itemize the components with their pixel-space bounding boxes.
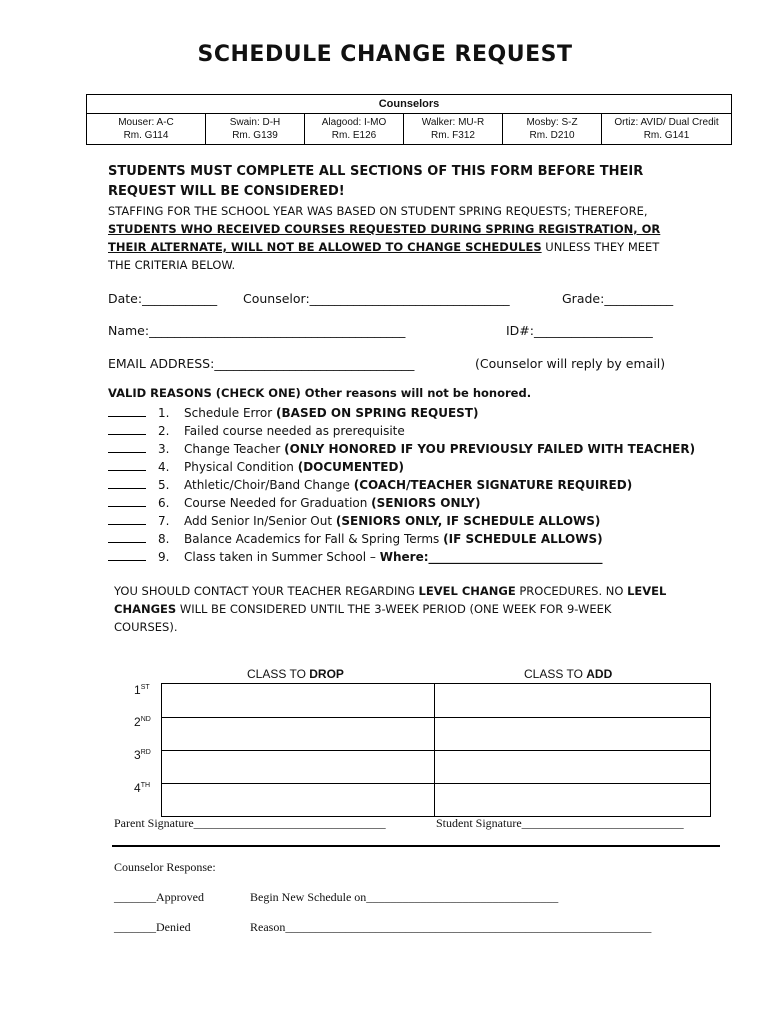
level-text: WILL BE CONSIDERED UNTIL THE 3-WEEK PERIOD (ONE WEEK FOR 9-WEEK [176,602,612,616]
counselor-cell [404,114,503,145]
student-signature-field[interactable]: Student Signature___________________________ [436,816,684,830]
counselor-room: Rm. G114 [123,130,169,141]
level-line: COURSES). [114,620,178,634]
reason-number: 8. [158,532,170,546]
reason-number: 6. [158,496,170,510]
counselor-name: Ortiz: AVID/ Dual Credit [614,117,719,128]
reason-checkbox[interactable] [108,530,146,543]
counselor-name: Walker: MU-R [421,117,485,128]
form-title: SCHEDULE CHANGE REQUEST [197,42,573,67]
counselors-header: Counselors [87,95,732,114]
reason-text: Change Teacher [184,442,285,456]
notice-line: STUDENTS MUST COMPLETE ALL SECTIONS OF THIS FORM BEFORE THEIR [108,164,644,179]
name-field[interactable]: Name:_________________________________________ [108,323,406,338]
drop-header-prefix: CLASS TO [247,667,310,681]
notice-rest: UNLESS THEY MEET [541,240,660,254]
level-emphasis: CHANGES [114,602,177,616]
notice-block [108,162,728,274]
reason-checkbox[interactable] [108,422,146,435]
counselor-cell [602,114,732,145]
level-text: PROCEDURES. NO [515,584,628,598]
grade-field[interactable]: Grade:___________ [562,291,674,306]
row-suffix: TH [140,782,151,789]
counselors-table [86,94,732,145]
reason-note: (IF SCHEDULE ALLOWS) [443,532,603,546]
reason-row [108,422,695,440]
row-suffix: ST [140,684,150,691]
reason-checkbox[interactable] [108,458,146,471]
reason-number: 5. [158,478,170,492]
reason-text: Course Needed for Graduation [184,496,372,510]
id-field[interactable]: ID#:___________________ [506,323,653,338]
row-suffix: ND [140,716,151,723]
level-emphasis: LEVEL CHANGE [418,584,516,598]
counselor-cell [305,114,404,145]
denied-field[interactable]: _______Denied [114,920,191,934]
reason-note: (BASED ON SPRING REQUEST) [276,406,479,420]
counselor-cell [503,114,602,145]
notice-line: THE CRITERIA BELOW. [108,258,236,272]
begin-schedule-field[interactable]: Begin New Schedule on________________________________ [250,890,559,904]
reason-row [108,512,695,530]
grid-divider [162,750,710,751]
reason-text: Failed course needed as prerequisite [184,424,405,438]
level-line [114,582,724,600]
valid-reasons-header: VALID REASONS (CHECK ONE) Other reasons will not be honored. [108,386,532,400]
reason-row [108,476,695,494]
reason-checkbox[interactable] [108,476,146,489]
reason-checkbox[interactable] [108,404,146,417]
reason-row [108,548,695,566]
reason-number: 7. [158,514,170,528]
reason-note: (DOCUMENTED) [297,460,404,474]
row-number: 2 [134,715,141,729]
reason-row [108,440,695,458]
reason-row [108,494,695,512]
level-text: YOU SHOULD CONTACT YOUR TEACHER REGARDING [114,584,419,598]
add-header [524,667,612,681]
counselor-room: Rm. G139 [232,130,278,141]
reasons-list [108,386,695,566]
counselor-name: Swain: D-H [229,117,281,128]
reason-field[interactable]: Reason_____________________________________________________________ [250,920,652,934]
reason-checkbox[interactable] [108,548,146,561]
counselor-cell [87,114,206,145]
reason-note: (SENIORS ONLY) [371,496,481,510]
approved-field[interactable]: _______Approved [114,890,204,904]
reason-text: Balance Academics for Fall & Spring Terms [184,532,444,546]
grid-divider [162,717,710,718]
notice-emphasis: THEIR ALTERNATE, WILL NOT BE ALLOWED TO CHANGE SCHEDULES [108,240,542,254]
reason-checkbox[interactable] [108,512,146,525]
level-emphasis: LEVEL [627,584,667,598]
parent-signature-field[interactable]: Parent Signature________________________________ [114,816,386,830]
reason-note: (SENIORS ONLY, IF SCHEDULE ALLOWS) [335,514,601,528]
reason-number: 1. [158,406,170,420]
reason-text: Schedule Error [184,406,277,420]
notice-line: STUDENTS WHO RECEIVED COURSES REQUESTED DURING SPRING REGISTRATION, OR [108,222,661,236]
reason-note: (COACH/TEACHER SIGNATURE REQUIRED) [353,478,633,492]
reason-text: Athletic/Choir/Band Change [184,478,354,492]
class-change-grid[interactable] [161,683,711,817]
grid-divider [162,783,710,784]
counselor-field[interactable]: Counselor:________________________________ [243,291,510,306]
level-line [114,600,724,618]
add-header-bold: ADD [586,667,613,681]
row-label-4 [134,781,150,795]
reason-number: 9. [158,550,170,564]
counselor-response-label: Counselor Response: [114,860,216,874]
reason-number: 3. [158,442,170,456]
reason-number: 2. [158,424,170,438]
reason-text: Class taken in Summer School – [184,550,380,564]
reason-checkbox[interactable] [108,494,146,507]
reason-number: 4. [158,460,170,474]
reason-note[interactable]: Where:_____________________________ [379,550,603,564]
counselor-room: Rm. E126 [331,130,377,141]
email-field[interactable]: EMAIL ADDRESS:________________________________ [108,356,415,371]
drop-header [247,667,344,681]
reason-row [108,404,695,422]
level-change-notice [114,582,724,636]
notice-line: REQUEST WILL BE CONSIDERED! [108,184,345,199]
reason-row [108,458,695,476]
row-number: 3 [134,748,141,762]
row-number: 1 [134,683,141,697]
row-label-3 [134,748,151,762]
row-suffix: RD [140,749,151,756]
date-field[interactable]: Date:____________ [108,291,218,306]
notice-line [108,238,728,256]
email-note: (Counselor will reply by email) [475,356,666,371]
counselor-cell [206,114,305,145]
counselor-name: Mouser: A-C [118,117,174,128]
reason-text: Add Senior In/Senior Out [184,514,336,528]
counselor-room: Rm. G141 [643,130,690,141]
row-number: 4 [134,781,141,795]
reason-row [108,530,695,548]
counselor-room: Rm. F312 [431,130,475,141]
section-divider [112,845,720,847]
notice-line: STAFFING FOR THE SCHOOL YEAR WAS BASED ON STUDENT SPRING REQUESTS; THEREFORE, [108,204,648,218]
reason-note: (ONLY HONORED IF YOU PREVIOUSLY FAILED WITH TEACHER) [284,442,696,456]
counselor-name: Alagood: I-MO [321,117,387,128]
counselor-name: Mosby: S-Z [526,117,578,128]
row-label-2 [134,715,151,729]
reason-text: Physical Condition [184,460,298,474]
reason-checkbox[interactable] [108,440,146,453]
counselor-room: Rm. D210 [529,130,575,141]
add-header-prefix: CLASS TO [524,667,587,681]
row-label-1 [134,683,150,697]
drop-header-bold: DROP [309,667,344,681]
